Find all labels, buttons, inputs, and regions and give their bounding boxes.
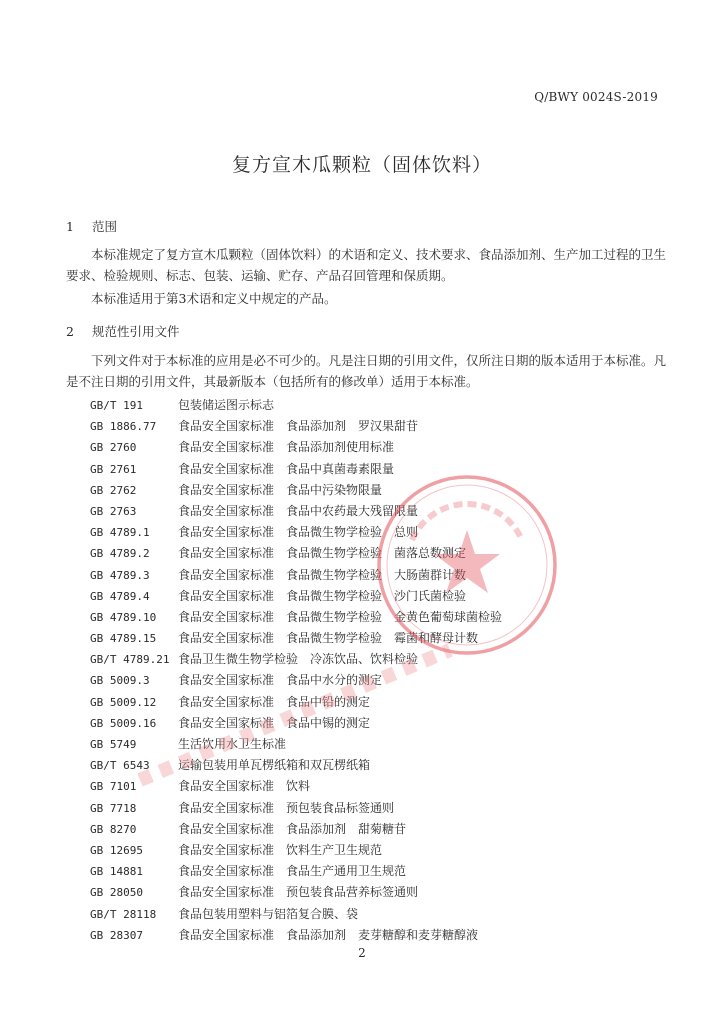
reference-item <box>90 396 670 417</box>
section-title: 范围 <box>91 219 117 234</box>
reference-title: 食品安全国家标准 食品添加剂 麦芽糖醇和麦芽糖醇液 <box>178 927 479 942</box>
section-1-paragraph-1: 本标准规定了复方宣木瓜颗粒（固体饮料）的术语和定义、技术要求、食品添加剂、生产加工过程的卫生要求、检验规则、标志、包装、运输、贮存、产品召回管理和保质期。 <box>66 247 667 283</box>
reference-title: 食品安全国家标准 食品中农药最大残留限量 <box>178 503 419 518</box>
reference-title: 食品安全国家标准 饮料 <box>178 779 311 794</box>
reference-item <box>90 777 670 798</box>
reference-item <box>90 481 670 502</box>
reference-title: 包装储运图示标志 <box>178 398 275 412</box>
reference-item <box>90 693 670 714</box>
reference-title: 食品安全国家标准 预包装食品标签通则 <box>178 800 395 815</box>
reference-title: 食品安全国家标准 预包装食品营养标签通则 <box>178 885 419 900</box>
section-number: 2 <box>66 324 74 339</box>
reference-item <box>90 629 670 650</box>
reference-code: GB 4789.1 <box>90 526 150 540</box>
reference-item <box>90 820 670 841</box>
reference-code: GB 7718 <box>90 801 137 815</box>
reference-code: GB 5009.16 <box>90 716 157 730</box>
reference-code: GB 5009.3 <box>90 674 150 688</box>
reference-code: GB 14881 <box>90 865 143 879</box>
reference-code: GB 2763 <box>90 504 137 518</box>
reference-title: 食品安全国家标准 食品微生物学检验 金黄色葡萄球菌检验 <box>178 609 503 624</box>
reference-title: 食品包装用塑料与铝箔复合膜、袋 <box>178 906 359 921</box>
reference-item <box>90 523 670 544</box>
section-number: 1 <box>66 219 74 234</box>
reference-code: GB 4789.2 <box>90 547 150 561</box>
reference-code: GB 12695 <box>90 843 143 857</box>
reference-code: GB 5749 <box>90 738 137 751</box>
reference-item <box>90 544 670 565</box>
reference-item <box>90 735 670 756</box>
reference-code: GB 2761 <box>90 462 137 476</box>
reference-code: GB 28307 <box>90 928 143 942</box>
reference-title: 食品安全国家标准 食品微生物学检验 总则 <box>178 525 419 540</box>
reference-code: GB/T 6543 <box>90 759 150 773</box>
reference-item <box>90 417 670 438</box>
reference-code: GB 8270 <box>90 822 137 836</box>
reference-code: GB 4789.4 <box>90 589 150 603</box>
reference-code: GB/T 4789.21 <box>90 653 170 667</box>
reference-title: 食品安全国家标准 食品生产通用卫生规范 <box>178 864 407 879</box>
reference-code: GB/T 191 <box>90 399 143 412</box>
reference-title: 食品安全国家标准 食品微生物学检验 菌落总数测定 <box>178 546 467 561</box>
reference-item <box>90 862 670 883</box>
reference-title: 食品安全国家标准 食品添加剂 甜菊糖苷 <box>178 821 407 836</box>
reference-title: 食品安全国家标准 食品微生物学检验 大肠菌群计数 <box>178 567 467 582</box>
reference-code: GB 5009.12 <box>90 695 157 709</box>
reference-title: 运输包装用单瓦楞纸箱和双瓦楞纸箱 <box>178 758 371 773</box>
reference-item <box>90 650 670 671</box>
reference-item <box>90 883 670 904</box>
reference-item <box>90 460 670 481</box>
reference-item <box>90 671 670 692</box>
reference-title: 食品安全国家标准 饮料生产卫生规范 <box>178 842 383 857</box>
reference-title: 食品安全国家标准 食品中铅的测定 <box>178 694 371 709</box>
reference-item <box>90 438 670 459</box>
reference-item <box>90 714 670 735</box>
reference-title: 食品安全国家标准 食品中水分的测定 <box>178 673 383 688</box>
reference-title: 食品安全国家标准 食品微生物学检验 霉菌和酵母计数 <box>178 631 479 646</box>
reference-item <box>90 566 670 587</box>
reference-title: 食品安全国家标准 食品微生物学检验 沙门氏菌检验 <box>178 588 467 603</box>
reference-title: 食品安全国家标准 食品中锡的测定 <box>178 715 371 730</box>
section-2-paragraph-1: 下列文件对于本标准的应用是必不可少的。凡是注日期的引用文件，仅所注日期的版本适用于本标准。凡是不注日期的引用文件，其最新版本（包括所有的修改单）适用于本标准。 <box>66 353 667 389</box>
reference-code: GB 28050 <box>90 886 143 900</box>
document-title: 复方宣木瓜颗粒（固体饮料） <box>231 154 492 176</box>
section-2-heading <box>66 322 180 340</box>
reference-code: GB 4789.10 <box>90 610 157 624</box>
reference-item <box>90 756 670 777</box>
reference-code: GB 2762 <box>90 483 137 497</box>
reference-title: 食品安全国家标准 食品中真菌毒素限量 <box>178 461 395 476</box>
reference-title: 食品安全国家标准 食品中污染物限量 <box>178 482 383 497</box>
page-number: 2 <box>358 946 366 960</box>
reference-code: GB 2760 <box>90 441 137 455</box>
reference-code: GB 1886.77 <box>90 420 157 434</box>
reference-title: 食品安全国家标准 食品添加剂使用标准 <box>178 440 395 455</box>
reference-item <box>90 502 670 523</box>
reference-title: 食品卫生微生物学检验 冷冻饮品、饮料检验 <box>178 652 419 667</box>
reference-code: GB/T 28118 <box>90 907 157 921</box>
reference-title: 食品安全国家标准 食品添加剂 罗汉果甜苷 <box>178 419 419 434</box>
reference-code: GB 4789.15 <box>90 632 157 646</box>
reference-code: GB 4789.3 <box>90 568 150 582</box>
reference-item <box>90 926 670 947</box>
reference-item <box>90 608 670 629</box>
reference-item <box>90 587 670 608</box>
reference-item <box>90 799 670 820</box>
reference-list <box>90 396 670 947</box>
section-title: 规范性引用文件 <box>91 324 180 339</box>
reference-item <box>90 905 670 926</box>
section-1-heading <box>66 217 117 235</box>
reference-code: GB 7101 <box>90 780 137 794</box>
reference-item <box>90 841 670 862</box>
document-code: Q/BWY 0024S-2019 <box>534 90 658 104</box>
reference-title: 生活饮用水卫生标准 <box>178 737 287 751</box>
section-1-paragraph-2: 本标准适用于第3术语和定义中规定的产品。 <box>91 291 337 306</box>
